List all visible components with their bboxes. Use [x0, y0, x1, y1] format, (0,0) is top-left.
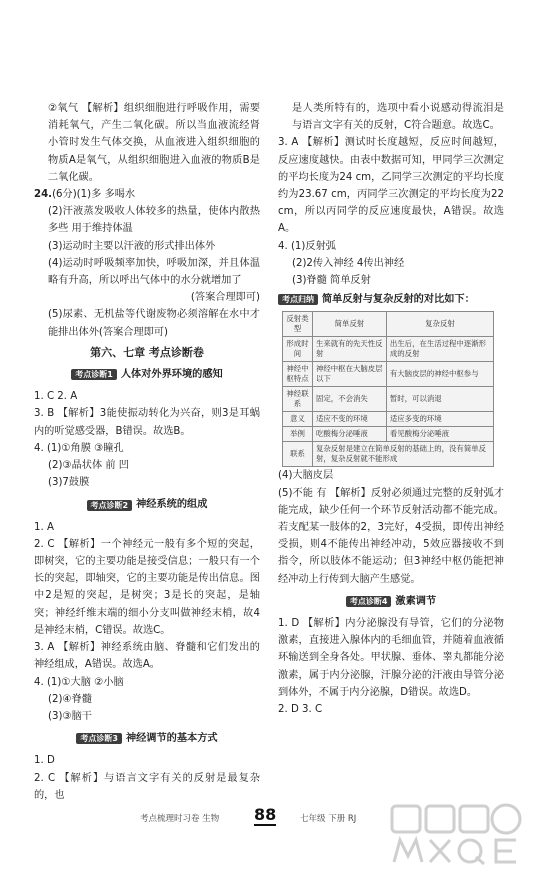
s2-q2: 2. C 【解析】一个神经元一般有多个短的突起，即树突，它的主要功能是接受信息；一般只有一个长的突起，即轴突，它的主要功能是传出信息。图中2是短的突起，是树突；3是长的突起，是轴突；神经纤维末端的细小分支叫做神经末梢，故4是神经末梢，C错误。故选C。 [34, 538, 260, 636]
section-4-tag: 考点诊断4 [346, 596, 392, 607]
s3-q4c: (3)脊髓 简单反射 [292, 275, 371, 287]
s1-q4b: (2)③晶状体 前 凹 [48, 460, 129, 472]
chapter-title: 第六、七章 考点诊断卷 [90, 345, 204, 359]
section-3-tag: 考点诊断3 [76, 733, 122, 744]
table-row-head: 联系 [283, 442, 313, 467]
table-row [283, 337, 494, 362]
s1-q4a: 4. (1)①角膜 ③瞳孔 [34, 442, 124, 454]
table-row-head: 神经联系 [283, 387, 313, 412]
q24-head [34, 186, 260, 203]
s1-q4c: (3)7鼓膜 [48, 477, 90, 489]
section-3-header [34, 730, 260, 747]
s4-q2-3: 2. D 3. C [278, 704, 323, 716]
section-2-tag: 考点诊断2 [87, 500, 133, 511]
q23-tail: ②氧气 【解析】组织细胞进行呼吸作用，需要消耗氧气，产生二氧化碳。所以当血液流经肾小管时发生气体交换，从血液进入组织细胞的物质A是氧气，从组织细胞进入血液的物质B是二氧化碳。 [48, 103, 260, 183]
table-row [283, 362, 494, 387]
section-2-header [34, 496, 260, 513]
q24-number: 24. [34, 189, 53, 201]
q24-part2: (2)汗液蒸发吸收人体较多的热量，使体内散热多些 用于维持体温 [48, 206, 260, 235]
table-header-row [283, 312, 494, 337]
table-row-head: 形成时间 [283, 337, 313, 362]
page-number: 88 [254, 805, 277, 824]
q24-part4: (4)运动时呼吸频率加快，呼吸加深，并且体温略有升高，所以呼出气体中的水分就增加了 [48, 257, 260, 287]
footer-grade: 七年级 下册 RJ [300, 814, 357, 824]
reflex-comparison-table [282, 311, 494, 467]
section-2-title: 神经系统的组成 [136, 499, 208, 511]
table-row-head: 神经中枢特点 [283, 362, 313, 387]
section-4-title: 激素调节 [395, 595, 437, 607]
s2-q4a: 4. (1)①大脑 ②小脑 [34, 676, 124, 688]
table-row [283, 427, 494, 442]
mxqe-watermark-logo-icon [388, 800, 528, 870]
section-1-header [34, 366, 260, 383]
summary-header [278, 291, 504, 308]
table-cell: 生来就有的先天性反射 [313, 337, 387, 362]
left-column [34, 100, 260, 804]
summary-tag: 考点归纳 [278, 294, 318, 305]
s1-q1-2: 1. C 2. A [34, 391, 78, 403]
table-row [283, 442, 494, 467]
s3-q1: 1. D [34, 755, 55, 767]
s2-q1: 1. A [34, 521, 54, 533]
table-row [283, 412, 494, 427]
s1-q3: 3. B 【解析】3能使振动转化为兴奋，则3是耳蜗内的听觉感受器，B错误。故选B。 [34, 408, 260, 437]
s3-q4e: (5)不能 有 【解析】反射必须通过完整的反射弧才能完成，缺少任何一个环节反射活动都不能完成。若支配某一肢体的2，3完好，4受损，即传出神经受损，则4不能传出神经冲动，5效应器接收不到指令，所以肢体不能运动；但3神经中枢仍能把神经冲动上行传到大脑产生感觉。 [278, 487, 504, 585]
table-row-head: 举例 [283, 427, 313, 442]
table-row-head: 意义 [283, 412, 313, 427]
table-cell: 看见酸梅分泌唾液 [386, 427, 493, 442]
table-header-cell: 反射类型 [283, 312, 313, 337]
s3-q4a: 4. (1)反射弧 [278, 240, 336, 252]
s2-q4c: (3)③脑干 [48, 710, 92, 722]
table-cell-merged: 复杂反射是建立在简单反射的基础上的，没有简单反射，复杂反射就不能形成 [313, 442, 494, 467]
s3-q2-tail: 是人类所特有的，选项中看小说感动得流泪是与语言文字有关的反射，C符合题意。故选C。 [292, 103, 504, 132]
table-cell: 吃酸梅分泌唾液 [313, 427, 387, 442]
s3-q4b: (2)2传入神经 4传出神经 [292, 257, 405, 269]
table-cell: 适应多变的环境 [386, 412, 493, 427]
table-cell: 神经中枢在大脑皮层以下 [313, 362, 387, 387]
table-cell: 适应不变的环境 [313, 412, 387, 427]
table-cell: 暂时，可以消退 [386, 387, 493, 412]
s3-q3: 3. A 【解析】测试时长度越短，反应时间越短，反应速度越快。由表中数据可知，甲同学三次测定的平均长度为24 cm，乙同学三次测定的平均长度约为23.67 cm，丙同学三次测定的平均长度为22 cm，所以丙同学的反应速度最快，A错误。故选A。 [278, 137, 504, 235]
section-1-tag: 考点诊断1 [71, 369, 117, 380]
footer-book-title: 考点梳理时习卷 生物 [140, 814, 220, 824]
section-3-title: 神经调节的基本方式 [125, 733, 218, 745]
table-cell: 固定，不会消失 [313, 387, 387, 412]
s2-q4b: (2)④脊髓 [48, 693, 92, 705]
q24-note: (答案合理即可) [190, 292, 260, 304]
q24-part3: (3)运动时主要以汗液的形式排出体外 [48, 240, 216, 252]
right-column [278, 100, 504, 718]
summary-title: 简单反射与复杂反射的对比如下： [322, 294, 475, 306]
s2-q3: 3. A 【解析】神经系统由脑、脊髓和它们发出的神经组成，A错误。故选A。 [34, 642, 260, 671]
section-4-header [278, 593, 504, 610]
table-cell: 有大脑皮层的神经中枢参与 [386, 362, 493, 387]
table-header-cell: 简单反射 [313, 312, 387, 337]
table-header-cell: 复杂反射 [386, 312, 493, 337]
s3-q2: 2. C 【解析】与语言文字有关的反射是最复杂的，也 [34, 772, 260, 801]
q24-part1: (6分)(1)多 多喝水 [52, 189, 136, 201]
s3-q4d: (4)大脑皮层 [278, 470, 334, 482]
s4-q1: 1. D 【解析】内分泌腺没有导管，它们的分泌物激素，直接进入腺体内的毛细血管，并随着血液循环输送到全身各处。甲状腺、垂体、睾丸都能分泌激素，属于内分泌腺，汗腺分泌的汗液由导管分泌到体外，不属于内分泌腺，D错误。故选D。 [278, 618, 504, 698]
table-cell: 出生后，在生活过程中逐渐形成的反射 [386, 337, 493, 362]
table-row [283, 387, 494, 412]
section-1-title: 人体对外界环境的感知 [120, 369, 223, 381]
q24-part5: (5)尿素、无机盐等代谢废物必须溶解在水中才能排出体外(答案合理即可) [48, 309, 260, 338]
